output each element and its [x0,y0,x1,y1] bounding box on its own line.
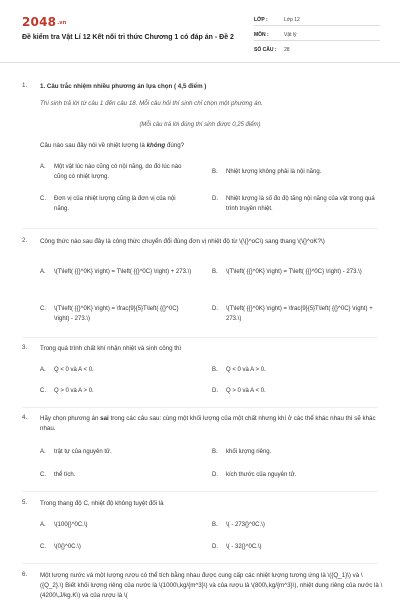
option-text: khối lượng riêng. [226,449,272,455]
option-text: thể tích. [54,472,76,478]
option-text: \(100{}^0C.\) [54,522,88,528]
meta-lop-value: Lớp 12 [284,17,300,23]
question-stem: Trong quá trình chất khí nhận nhiệt và sinh công thì [40,345,182,352]
option-key: D. [212,544,218,550]
logo-text: 2048 [22,15,57,29]
stem-text: trong các câu sau: cùng một khối lượng của một chất nhưng khí ở các thể khác nhau thì sẽ khác nhau. [40,415,376,432]
question-divider [22,491,378,492]
meta-lop-label: LỚP : [254,17,268,23]
meta-mon-value: Vật lý [284,32,297,38]
option-text: \(0{}^0C.\) [54,544,81,550]
option-text: \( - 32{}^0C.\) [226,544,262,550]
option-text: Đơn vị của nhiệt lượng cũng là đơn vị của nội năng. [54,196,176,212]
option-key: B. [212,269,218,275]
site-logo[interactable] [22,15,67,29]
meta-socau-label: SỐ CÂU : [254,47,277,53]
meta-divider [254,25,380,26]
question-number: 4. [22,414,28,421]
option-key: A. [40,522,46,528]
option-text: trật tự của nguyên tử. [54,449,112,455]
option-text: Nhiệt lượng không phải là nội năng. [226,169,322,175]
question-stem: Một lượng nước và một lượng rượu có thể tích bằng nhau được cung cấp các nhiệt lượng tương ứng là \({Q_1}\) và \({Q_2}.\) Biết khối lượng riêng của nước là \(1000\,kg/{m^3}\) và của rượu là \(800\,kg/{m^3}\), nhiệt dung riêng của nước là \(4200\,J/kg.K\) và của rượu là \( [40,572,383,599]
section-number: 1. [22,82,28,89]
option-text: \(T\left( {{}^0K} \right) = T\left( {{}^0C} \right) + 273.\) [54,269,192,275]
stem-emphasis: sai [100,415,109,422]
logo-suffix: .vn [57,19,67,26]
option-key: C. [40,544,46,550]
question-number: 2. [22,237,28,244]
stem-text: đúng? [165,142,185,149]
question-number: 5. [22,499,28,506]
option-text: \( - 273{}^0C.\) [226,522,265,528]
option-key: D. [212,196,218,202]
option-text: Nhiệt lượng là số đo độ tăng nội năng của vật trong quá trình truyền nhiệt. [226,196,375,212]
section-instruction: Thí sinh trả lời từ câu 1 đến câu 18. Mỗi câu hỏi thí sinh chỉ chọn một phương án. [40,100,263,107]
section-title: 1. Câu trắc nhiệm nhiều phương án lựa chọn ( 4,5 điểm ) [40,83,207,90]
option-text: Q > 0 và A > 0. [54,388,94,394]
question-number: 6. [22,571,28,578]
option-key: A. [40,449,46,455]
question-divider [22,563,378,564]
page-title: Đề kiểm tra Vật Lí 12 Kết nối tri thức Chương 1 có đáp án - Đề 2 [22,34,234,41]
question-6 [0,571,400,600]
option-key: C. [40,388,46,394]
option-text: \(T\left( {{}^0K} \right) = \frac{9}{5}T\left( {{}^0C} \right) + 273.\) [226,306,373,322]
option-key: D. [212,306,218,312]
option-text: \(T\left( {{}^0K} \right) = \frac{9}{5}T\left( {{}^0C} \right) - 273.\) [54,306,179,322]
option-key: D. [212,472,218,478]
option-key: B. [212,169,218,175]
question-number: 3. [22,344,28,351]
option-text: Q < 0 và A < 0. [54,367,94,373]
option-text: Một vật lúc nào cũng có nội năng, do đó lúc nào cũng có nhiệt lượng. [54,164,182,180]
option-key: A. [40,269,46,275]
option-text: Q < 0 và A > 0. [226,367,266,373]
option-key: A. [40,367,46,373]
stem-emphasis: không [146,142,166,149]
header-divider [0,62,400,63]
question-stem: Công thức nào sau đây là công thức chuyển đổi đúng đơn vị nhiệt độ từ \(\{}^oC\) sang thang \(\{}^oK?\) [40,238,325,245]
score-note: (Mỗi câu trả lời đúng thí sinh được 0,25 điểm) [139,122,261,128]
header [0,0,400,62]
option-text: kích thước của nguyên tử. [226,472,297,478]
meta-socau-value: 28 [284,47,290,53]
option-key: A. [40,164,46,170]
option-key: C. [40,196,46,202]
meta-divider [254,40,380,41]
question-divider [22,407,378,408]
meta-mon-label: MÔN : [254,32,269,38]
question-stem [40,141,385,151]
option-text: Q > 0 và A < 0. [226,388,266,394]
question-stem [40,414,385,434]
option-key: C. [40,306,46,312]
question-stem: Trong thang độ C, nhiệt độ không tuyệt đối là [40,500,164,507]
option-key: B. [212,449,218,455]
question-divider [22,337,378,338]
option-key: C. [40,472,46,478]
stem-text: Hãy chọn phương án [40,415,101,422]
option-key: B. [212,367,218,373]
option-text: \(T\left( {{}^0K} \right) = T\left( {{}^0C} \right) - 273.\) [226,269,362,275]
stem-text: Câu nào sau đây nói về nhiệt lượng là [40,142,147,149]
option-key: B. [212,522,218,528]
question-divider [22,228,378,229]
option-key: D. [212,388,218,394]
